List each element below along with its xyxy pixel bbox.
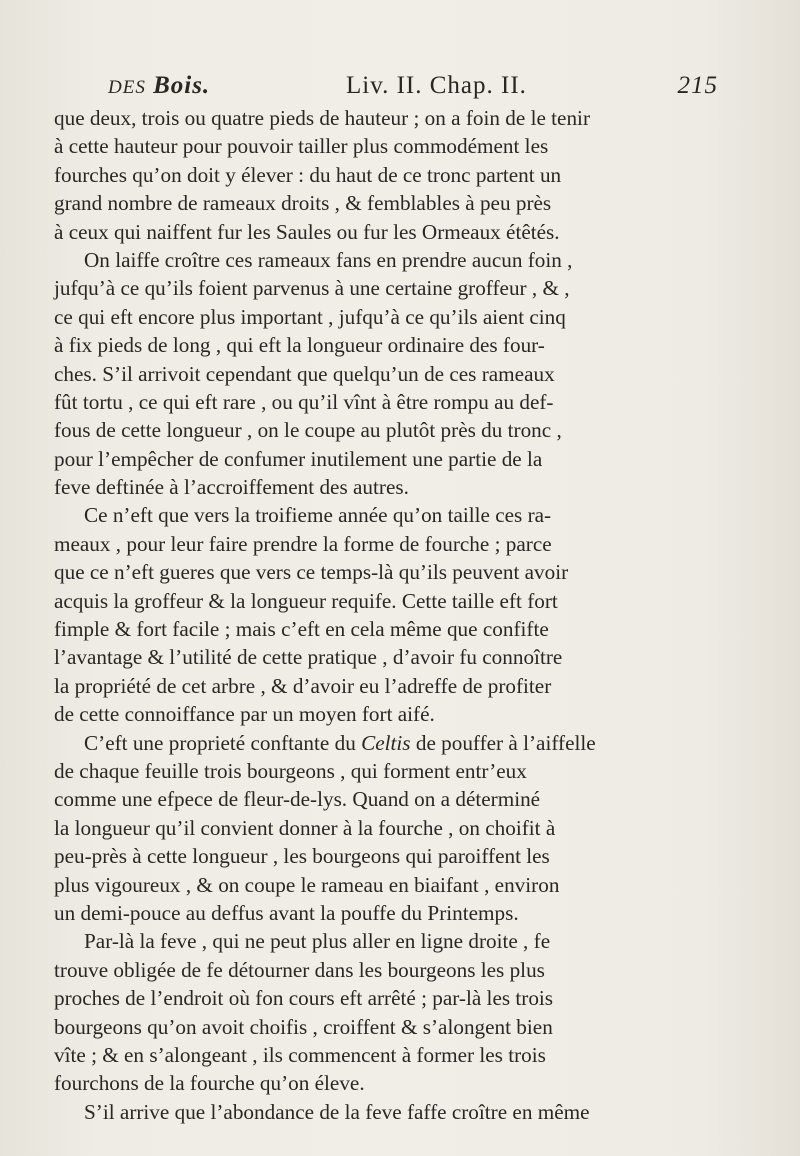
text-line: comme une efpece de fleur-de-lys. Quand on a déterminé <box>54 787 541 812</box>
text-line: feve deftinée à l’accroiffement des autres. <box>54 475 409 500</box>
paragraph-start: Par-là la feve , qui ne peut plus aller en ligne droite , fe <box>84 929 551 954</box>
text-line: jufqu’à ce qu’ils foient parvenus à une certaine groffeur , & , <box>54 276 570 301</box>
body-text <box>54 104 744 1126</box>
text-line: à ceux qui naiffent fur les Saules ou fur les Ormeaux étêtés. <box>54 219 560 244</box>
latin-term: Celtis <box>361 730 411 755</box>
text-line: ce qui eft encore plus important , jufqu’à ce qu’ils aient cinq <box>54 304 566 329</box>
text-line: grand nombre de rameaux droits , & femblables à peu près <box>54 191 552 216</box>
running-title: Bois. <box>153 72 211 99</box>
running-title-prefix: DES <box>108 77 146 98</box>
text-span: C’eft une proprieté conftante du <box>84 730 362 755</box>
text-line: fût tortu , ce qui eft rare , ou qu’il vînt à être rompu au def- <box>54 389 554 414</box>
page-number: 215 <box>677 72 718 99</box>
text-span: de pouffer à l’aiffelle <box>410 730 596 755</box>
text-line: plus vigoureux , & on coupe le rameau en biaifant , environ <box>54 872 560 897</box>
running-header <box>108 72 718 106</box>
text-line: vîte ; & en s’alongeant , ils commencent à former les trois <box>54 1042 546 1067</box>
text-line: la longueur qu’il convient donner à la fourche , on choifit à <box>54 815 556 840</box>
chapter-heading: Liv. II. Chap. II. <box>346 72 527 99</box>
text-line: peu-près à cette longueur , les bourgeons qui paroiffent les <box>54 844 550 869</box>
text-line: de cette connoiffance par un moyen fort aifé. <box>54 702 435 727</box>
paragraph-start: Ce n’eft que vers la troifieme année qu’on taille ces ra- <box>84 503 552 528</box>
paragraph-start: S’il arrive que l’abondance de la feve faffe croître en même <box>84 1099 590 1124</box>
text-line: l’avantage & l’utilité de cette pratique , d’avoir fu connoître <box>54 645 563 670</box>
paragraph-start: On laiffe croître ces rameaux fans en prendre aucun foin , <box>84 247 573 272</box>
text-line: à fix pieds de long , qui eft la longueur ordinaire des four- <box>54 333 545 358</box>
text-line: trouve obligée de fe détourner dans les bourgeons les plus <box>54 957 545 982</box>
text-line: de chaque feuille trois bourgeons , qui forment entr’eux <box>54 758 527 783</box>
text-line: meaux , pour leur faire prendre la forme de fourche ; parce <box>54 531 552 556</box>
text-line: fourchons de la fourche qu’on éleve. <box>54 1071 365 1096</box>
text-line: acquis la groffeur & la longueur requife. Cette taille eft fort <box>54 588 558 613</box>
paragraph-start <box>54 729 744 757</box>
text-line: pour l’empêcher de confumer inutilement une partie de la <box>54 446 543 471</box>
text-line: bourgeons qu’on avoit choifis , croiffent & s’alongent bien <box>54 1014 553 1039</box>
text-line: que deux, trois ou quatre pieds de hauteur ; on a foin de le tenir <box>54 106 590 130</box>
text-line: à cette hauteur pour pouvoir tailler plus commodément les <box>54 134 549 159</box>
text-line: fous de cette longueur , on le coupe au plutôt près du tronc , <box>54 418 562 443</box>
text-line: un demi-pouce au deffus avant la pouffe du Printemps. <box>54 900 519 925</box>
text-line: que ce n’eft gueres que vers ce temps-là qu’ils peuvent avoir <box>54 560 569 585</box>
text-line: proches de l’endroit où fon cours eft arrêté ; par-là les trois <box>54 986 554 1011</box>
text-line: fourches qu’on doit y élever : du haut de ce tronc partent un <box>54 162 562 187</box>
text-line: ches. S’il arrivoit cependant que quelqu’un de ces rameaux <box>54 361 555 386</box>
text-line: fimple & fort facile ; mais c’eft en cela même que confifte <box>54 617 549 642</box>
text-line: la propriété de cet arbre , & d’avoir eu l’adreffe de profiter <box>54 673 552 698</box>
